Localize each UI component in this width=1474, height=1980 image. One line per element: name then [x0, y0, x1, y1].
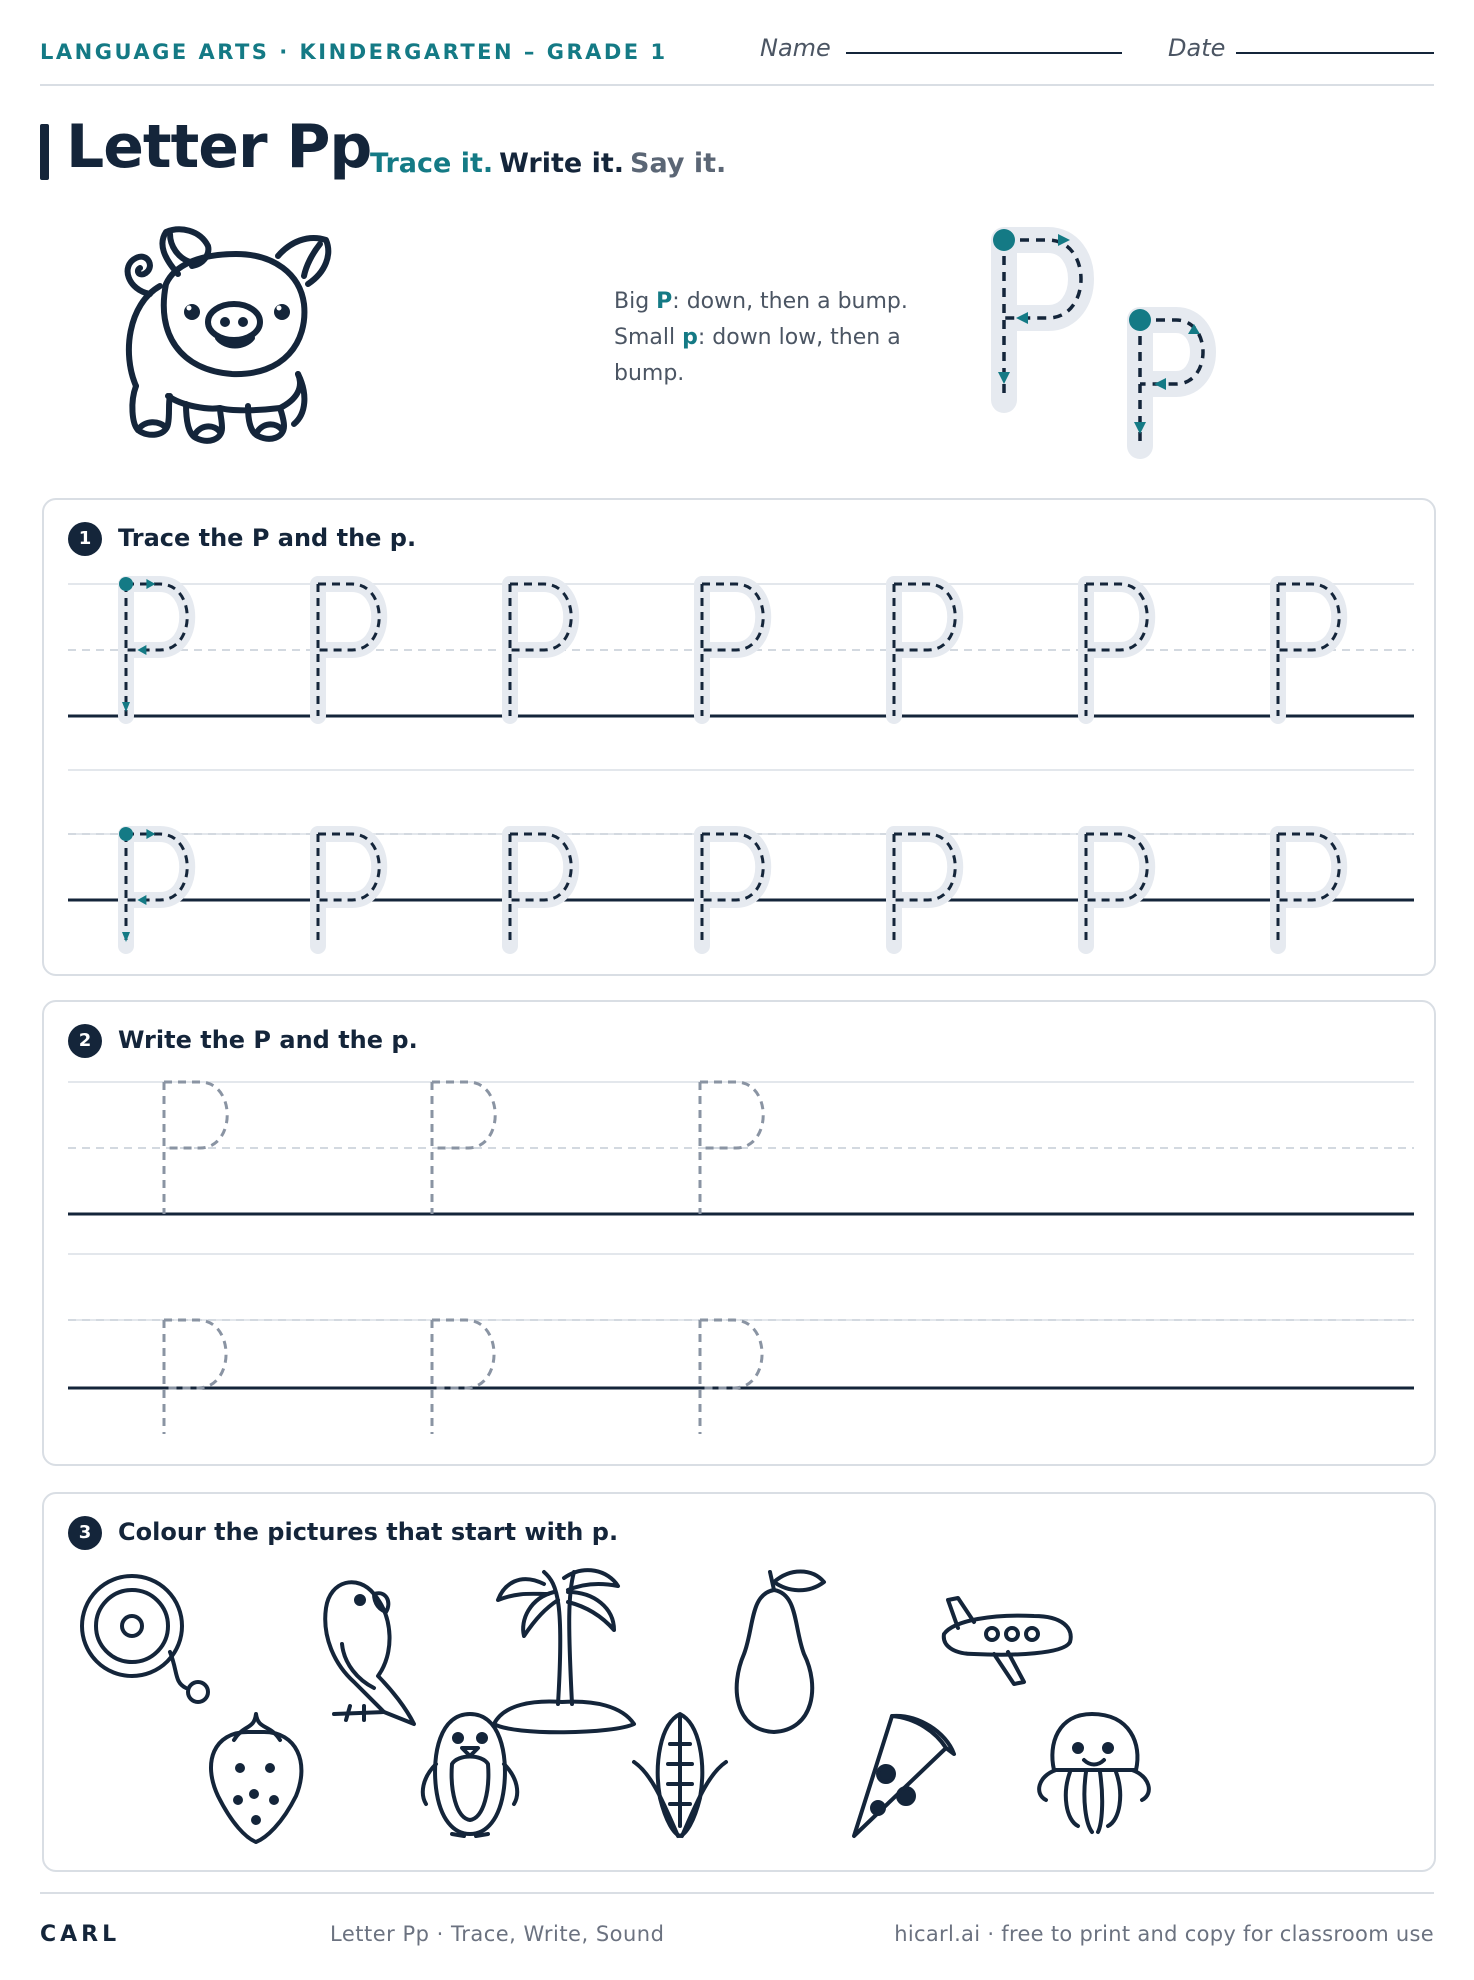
palm-tree-island-icon[interactable]	[494, 1570, 634, 1732]
parrot-icon[interactable]	[325, 1582, 414, 1724]
trace-practice-area[interactable]	[44, 500, 1438, 978]
trace-lowercase-p	[510, 834, 571, 946]
trace-lowercase-p	[318, 834, 379, 946]
date-field[interactable]	[1236, 52, 1434, 54]
pig-icon	[108, 224, 358, 454]
corn-icon[interactable]	[634, 1714, 726, 1836]
trace-lowercase-p	[1278, 834, 1339, 946]
name-field[interactable]	[846, 52, 1122, 54]
worksheet-header	[40, 30, 1434, 86]
page-title: Letter Pp	[66, 112, 372, 182]
section-number: 2	[68, 1024, 102, 1058]
picture-grid	[74, 1564, 1414, 1854]
hint-small: Small p: down low, then a bump.	[614, 325, 901, 386]
hint-big: Big P: down, then a bump.	[614, 289, 908, 314]
trace-lowercase-p	[894, 834, 955, 946]
subject-label: LANGUAGE ARTS · KINDERGARTEN – GRADE 1	[40, 40, 668, 64]
trace-uppercase-p	[1278, 584, 1339, 716]
model-lowercase-p	[432, 1320, 494, 1434]
footer-credit: hicarl.ai · free to print and copy for classroom use	[894, 1922, 1434, 1946]
tagline	[370, 148, 732, 179]
footer-worksheet-title: Letter Pp · Trace, Write, Sound	[330, 1922, 665, 1946]
section-title: Colour the pictures that start with p.	[118, 1518, 619, 1546]
pizza-slice-icon[interactable]	[854, 1716, 954, 1836]
section-write	[42, 1000, 1436, 1466]
stroke-hint	[614, 284, 914, 392]
trace-uppercase-p	[894, 584, 955, 716]
section-title: Trace the P and the p.	[118, 524, 417, 552]
date-label: Date	[1168, 34, 1226, 62]
model-uppercase-p	[993, 229, 1081, 400]
trace-lowercase-p	[119, 827, 187, 946]
tagline-say: Say it.	[630, 148, 727, 179]
title-accent-bar	[40, 124, 49, 180]
section-colour	[42, 1492, 1436, 1872]
trace-uppercase-p	[510, 584, 571, 716]
trace-lowercase-p	[702, 834, 763, 946]
trace-lowercase-p	[1086, 834, 1147, 946]
section-trace	[42, 498, 1436, 976]
name-label: Name	[760, 34, 831, 62]
octopus-icon[interactable]	[1039, 1714, 1149, 1832]
tagline-trace: Trace it.	[370, 148, 494, 179]
airplane-icon[interactable]	[944, 1598, 1071, 1684]
penguin-icon[interactable]	[423, 1714, 517, 1836]
trace-uppercase-p	[1086, 584, 1147, 716]
model-lowercase-p	[1129, 309, 1203, 446]
yoyo-icon[interactable]	[82, 1576, 208, 1702]
trace-uppercase-p	[702, 584, 763, 716]
model-letters	[980, 220, 1250, 470]
section-number: 1	[68, 522, 102, 556]
brand-logo: CARL	[40, 1922, 121, 1947]
write-practice-area[interactable]	[44, 1002, 1438, 1468]
model-lowercase-p	[700, 1320, 762, 1434]
trace-uppercase-p	[119, 577, 187, 716]
model-lowercase-p	[164, 1320, 226, 1434]
tagline-write: Write it.	[499, 148, 625, 179]
section-number: 3	[68, 1516, 102, 1550]
trace-uppercase-p	[318, 584, 379, 716]
section-title: Write the P and the p.	[118, 1026, 418, 1054]
pear-icon[interactable]	[737, 1572, 824, 1733]
footer-divider	[40, 1892, 1434, 1894]
strawberry-icon[interactable]	[211, 1714, 301, 1842]
